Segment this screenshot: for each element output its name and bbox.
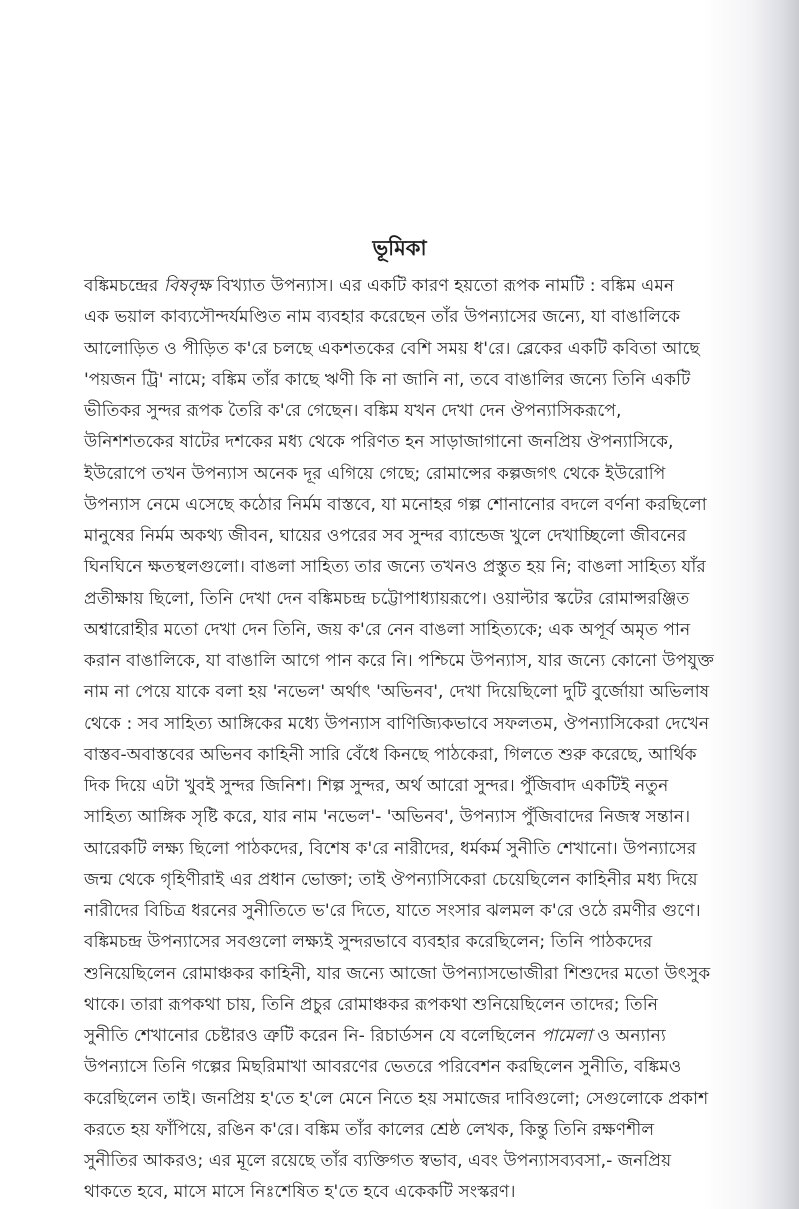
text-line <box>84 1052 769 1083</box>
text-line <box>84 1146 769 1177</box>
text-run: আরেকটি লক্ষ্য ছিলো পাঠকদের, বিশেষ ক'রে নারীদের, ধর্মকর্ম সুনীতি শেখানো। উপন্যাসের <box>84 838 697 859</box>
text-line <box>84 427 769 458</box>
text-run: প্রতীক্ষায় ছিলো, তিনি দেখা দেন বঙ্কিমচন্দ্র চট্টোপাধ্যায়রূপে। ওয়াল্টার স্কটের রোমান্সরঞ্জিত <box>84 588 690 609</box>
text-line <box>84 802 769 833</box>
text-run: উপন্যাসে তিনি গল্পের মিছরিমাখা আবরণের ভেতরে পরিবেশন করছিলেন সুনীতি, বঙ্কিমও <box>84 1057 682 1078</box>
text-run: উপন্যাস নেমে এসেছে কঠোর নির্মম বাস্তবে, যা মনোহর গল্প শোনানোর বদলে বর্ণনা করছিলো <box>84 494 707 515</box>
text-run: থাকে। তারা রূপকথা চায়, তিনি প্রচুর রোমাঞ্চকর রূপকথা শুনিয়েছিলেন তাদের; তিনি <box>84 994 658 1015</box>
italic-title: বিষবৃক্ষ <box>163 276 212 296</box>
text-line <box>84 1021 769 1052</box>
text-run: বঙ্কিমচন্দ্র উপন্যাসের সবগুলো লক্ষ্যই সুন্দরভাবে ব্যবহার করেছিলেন; তিনি পাঠকদের <box>84 932 653 953</box>
text-run: নাম না পেয়ে যাকে বলা হয় 'নভেল' অর্থাৎ 'অভিনব', দেখা দিয়েছিলো দুটি বুর্জোয়া অভিলাষ <box>84 682 710 703</box>
page-heading: ভূমিকা <box>372 236 427 260</box>
text-run: নারীদের বিচিত্র ধরনের সুনীতিতে ভ'রে দিতে, যাতে সংসার ঝলমল ক'রে ওঠে রমণীর গুণে। <box>84 901 701 921</box>
text-line <box>84 365 769 396</box>
text-line <box>84 896 769 927</box>
body-paragraph <box>84 271 769 1209</box>
text-line <box>84 396 769 427</box>
text-line <box>84 459 769 490</box>
text-run: থেকে : সব সাহিত্য আঙ্গিকের মধ্যে উপন্যাস বাণিজ্যিকভাবে সফলতম, ঔপন্যাসিকেরা দেখেন <box>84 713 710 734</box>
italic-title: পামেলা <box>541 1026 592 1046</box>
text-line <box>84 615 769 646</box>
text-line <box>84 490 769 521</box>
text-line <box>84 584 769 615</box>
text-line <box>84 302 769 333</box>
text-run: থাকতে হবে, মাসে মাসে নিঃশেষিত হ'তে হবে একেকটি সংস্করণ। <box>84 1182 516 1203</box>
text-run: এক ভয়াল কাব্যসৌন্দর্যমণ্ডিত নাম ব্যবহার করেছেন তাঁর উপন্যাসের জন্যে, যা বাঙালিকে <box>84 307 681 328</box>
text-line <box>84 709 769 740</box>
text-run: ইউরোপে তখন উপন্যাস অনেক দূর এগিয়ে গেছে; রোমান্সের কল্পজগৎ থেকে ইউরোপি <box>84 463 666 484</box>
text-run: দিক দিয়ে এটা খুবই সুন্দর জিনিশ। শিল্প সুন্দর, অর্থ আরো সুন্দর। পুঁজিবাদ একটিই নতুন <box>84 776 669 796</box>
text-line <box>84 521 769 552</box>
text-line <box>84 646 769 677</box>
text-line <box>84 959 769 990</box>
text-run: অশ্বারোহীর মতো দেখা দেন তিনি, জয় ক'রে নেন বাঙলা সাহিত্যকে; এক অপূর্ব অমৃত পান <box>84 619 691 640</box>
text-run: আলোড়িত ও পীড়িত ক'রে চলছে একশতকের বেশি সময় ধ'রে। ব্লেকের একটি কবিতা আছে <box>84 338 700 359</box>
text-run: 'পয়জন ট্রি' নামে; বঙ্কিম তাঁর কাছে ঋণী কি না জানি না, তবে বাঙালির জন্যে তিনি একটি <box>84 369 691 390</box>
text-run: সুনীতি শেখানোর চেষ্টারও ত্রুটি করেন নি- রিচার্ডসন যে বলেছিলেন <box>84 1026 542 1046</box>
text-run: উনিশশতকের ষাটের দশকের মধ্য থেকে পরিণত হন সাড়াজাগানো জনপ্রিয় ঔপন্যাসিকে, <box>84 432 674 453</box>
text-line <box>84 927 769 958</box>
text-run: বাস্তব-অবাস্তবের অভিনব কাহিনী সারি বেঁধে কিনছে পাঠকেরা, গিলতে শুরু করেছে, আর্থিক <box>84 744 697 765</box>
text-run: সুনীতির আকরও; এর মূলে রয়েছে তাঁর ব্যক্তিগত স্বভাব, এবং উপন্যাসব্যবসা,- জনপ্রিয় <box>84 1151 672 1171</box>
text-run: ঘিনঘিনে ক্ষতস্থলগুলো। বাঙলা সাহিত্য তার জন্যে তখনও প্রস্তুত হয় নি; বাঙলা সাহিত্য যাঁর <box>84 557 706 578</box>
text-run: ভীতিকর সুন্দর রূপক তৈরি ক'রে গেছেন। বঙ্কিম যখন দেখা দেন ঔপন্যাসিকরূপে, <box>84 401 622 421</box>
text-line <box>84 740 769 771</box>
text-line <box>84 865 769 896</box>
text-line <box>84 334 769 365</box>
text-run: জন্ম থেকে গৃহিণীরাই এর প্রধান ভোক্তা; তাই ঔপন্যাসিকেরা চেয়েছিলেন কাহিনীর মধ্য দিয়ে <box>84 869 698 890</box>
text-run: শুনিয়েছিলেন রোমাঞ্চকর কাহিনী, যার জন্যে আজো উপন্যাসভোজীরা শিশুদের মতো উৎসুক <box>84 963 711 984</box>
text-run: করান বাঙালিকে, যা বাঙালি আগে পান করে নি। পশ্চিমে উপন্যাস, যার জন্যে কোনো উপযুক্ত <box>84 651 715 671</box>
text-run: মানুষের নির্মম অকথ্য জীবন, ঘায়ের ওপরের সব সুন্দর ব্যান্ডেজ খুলে দেখাচ্ছিলো জীবনের <box>84 526 687 546</box>
text-line <box>84 1177 769 1208</box>
text-run: বঙ্কিমচন্দ্রের <box>84 276 164 296</box>
text-run: সাহিত্য আঙ্গিক সৃষ্টি করে, যার নাম 'নভেল'- 'অভিনব', উপন্যাস পুঁজিবাদের নিজস্ব সন্তান। <box>84 807 691 828</box>
text-line <box>84 834 769 865</box>
text-run: বিখ্যাত উপন্যাস। এর একটি কারণ হয়তো রূপক নামটি : বঙ্কিম এমন <box>211 276 675 296</box>
text-line <box>84 771 769 802</box>
text-run: করতে হয় ফাঁপিয়ে, রঙিন ক'রে। বঙ্কিম তাঁর কালের শ্রেষ্ঠ লেখক, কিন্তু তিনি রক্ষণশীল <box>84 1119 655 1140</box>
text-run: ও অন্যান্য <box>591 1026 666 1046</box>
text-line <box>84 990 769 1021</box>
text-run: করেছিলেন তাই। জনপ্রিয় হ'তে হ'লে মেনে নিতে হয় সমাজের দাবিগুলো; সেগুলোকে প্রকাশ <box>84 1088 709 1109</box>
text-line <box>84 1084 769 1115</box>
text-line <box>84 677 769 708</box>
text-line <box>84 1115 769 1146</box>
text-line <box>84 271 769 302</box>
text-line <box>84 552 769 583</box>
